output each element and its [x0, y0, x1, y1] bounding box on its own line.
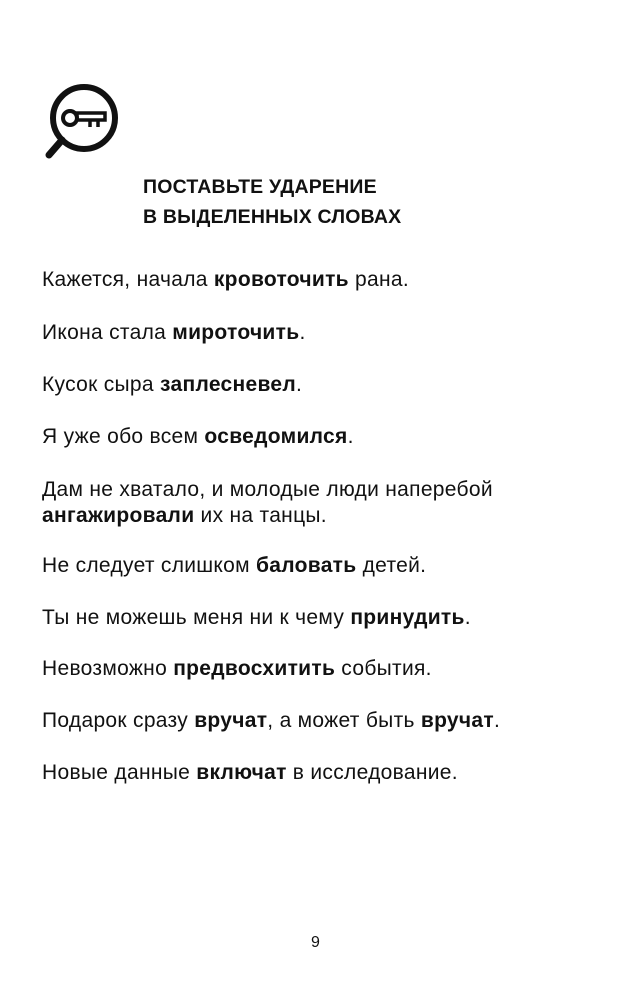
sentence-text: события.	[335, 657, 432, 680]
sentence-text: .	[347, 425, 354, 448]
sentence-text: Кажется, начала	[42, 268, 214, 291]
sentence-text: Кусок сыра	[42, 373, 161, 396]
sentence-3	[42, 372, 302, 398]
sentence-text: , а может быть	[267, 709, 421, 732]
sentence-8	[42, 656, 432, 682]
sentence-9	[42, 708, 500, 734]
stress-word: включат	[196, 761, 287, 784]
sentence-2	[42, 320, 306, 346]
exercise-heading	[143, 172, 401, 232]
sentence-7	[42, 605, 471, 631]
sentence-text: Невозможно	[42, 657, 174, 680]
magnifier-key-icon	[40, 78, 130, 168]
sentence-line-2	[42, 503, 493, 529]
heading-line-2: В ВЫДЕЛЕННЫХ СЛОВАХ	[143, 206, 402, 228]
heading-line-1: ПОСТАВЬТЕ УДАРЕНИЕ	[143, 176, 377, 198]
sentence-text: Не следует слишком	[42, 554, 257, 577]
stress-word: кровоточить	[213, 268, 349, 291]
sentence-6	[42, 553, 426, 579]
sentence-text: .	[464, 606, 471, 629]
sentence-text: их на танцы.	[194, 504, 327, 527]
stress-word: ангажировали	[42, 504, 195, 527]
sentence-text: Я уже обо всем	[42, 425, 205, 448]
stress-word: вручат	[420, 709, 494, 732]
stress-word: мироточить	[172, 321, 300, 344]
sentence-text: .	[493, 709, 501, 732]
sentence-text: в исследование.	[286, 761, 458, 784]
sentence-1	[42, 267, 409, 293]
sentence-4	[42, 424, 354, 450]
sentence-text: Ты не можешь меня ни к чему	[42, 606, 351, 629]
stress-word: вручат	[194, 709, 268, 732]
sentence-10	[42, 760, 458, 786]
sentence-text: Дам не хватало, и молодые люди наперебой	[42, 478, 493, 501]
stress-word: осведомился	[204, 425, 348, 448]
sentence-text: Новые данные	[42, 761, 197, 784]
sentence-text: Икона стала	[42, 321, 173, 344]
sentence-text: .	[296, 373, 303, 396]
sentence-text: Подарок сразу	[42, 709, 195, 732]
page-number: 9	[311, 934, 320, 951]
sentence-text: детей.	[356, 554, 427, 577]
stress-word: принудить	[350, 606, 465, 629]
sentence-5	[42, 477, 493, 529]
sentence-text: рана.	[348, 268, 409, 291]
sentence-text: .	[299, 321, 306, 344]
stress-word: предвосхитить	[173, 657, 336, 680]
stress-word: заплесневел	[160, 373, 297, 396]
stress-word: баловать	[256, 554, 357, 577]
